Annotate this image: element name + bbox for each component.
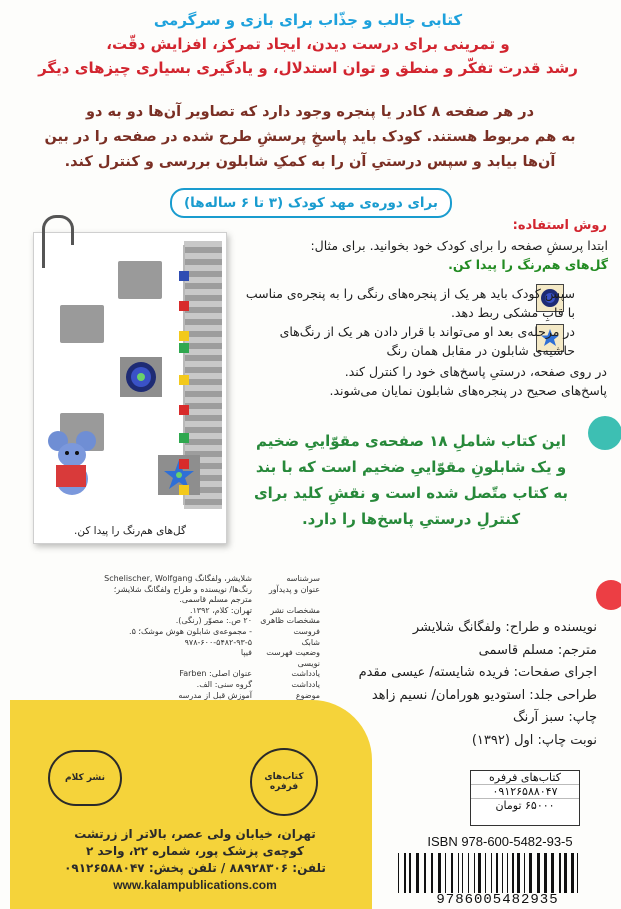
content-line: و یک شابلونِ مقوّاییِ ضخیم است که با بند — [255, 458, 567, 476]
barcode-bar — [564, 853, 567, 893]
catalog-row — [82, 627, 320, 638]
barcode-bar — [424, 853, 426, 893]
barcode-bar — [507, 853, 508, 893]
usage-step-2b: در روی صفحه، درستیِ پاسخ‌های خود را کنترل کند. — [344, 364, 607, 379]
usage-step-1: سپس کودک باید هر یک از پنجره‌های رنگی را به پنجره‌ی مناسب با قابِ مشکی ربط دهد. — [245, 286, 575, 320]
barcode-bar — [559, 853, 561, 893]
intro-line-3: رشد قدرت تفکّر و منطق و توان استدلال، و یادگیری بسیاری چیزهای دیگر — [38, 59, 578, 77]
barcode-bar — [496, 853, 498, 893]
barcode-bar — [478, 853, 481, 893]
catalog-value: تهران: کلام، ۱۳۹۲. — [189, 605, 252, 615]
publisher-address — [30, 826, 360, 894]
catalog-label: یادداشت — [291, 679, 320, 689]
board-caption: گل‌های هم‌رنگ را پیدا کن. — [73, 525, 186, 537]
publisher-website[interactable]: www.kalampublications.com — [113, 878, 277, 892]
catalog-row — [82, 595, 320, 606]
catalog-value: عنوان اصلی: Farben — [179, 669, 252, 679]
price-store: کتاب‌های فرفره — [471, 771, 579, 785]
catalog-label: سرشناسه — [286, 574, 320, 583]
barcode-bar — [537, 853, 540, 893]
mouse-reading-icon — [44, 429, 104, 499]
barcode-bar — [404, 853, 406, 893]
catalog-value: ۲۰ ص.: مصوّر (رنگی). — [175, 616, 252, 626]
catalog-label: یادداشت — [291, 669, 320, 679]
barcode-bar — [571, 853, 574, 893]
address-line-1: تهران، خیابان ولی عصر، بالاتر از زرتشت — [74, 827, 316, 841]
barcode-bar — [544, 853, 547, 893]
usage-example: گل‌های هم‌رنگ را پیدا کن. — [448, 257, 608, 272]
age-badge: برای دوره‌ی مهد کودک (۳ تا ۶ ساله‌ها) — [170, 188, 452, 218]
color-tab — [179, 485, 189, 495]
usage-title: روش استفاده: — [512, 218, 607, 233]
barcode-bar — [491, 853, 492, 893]
description-line: به هم مربوط هستند. کودک باید پاسخِ پرسشِ طرح شده در صفحه را در بین — [44, 129, 576, 145]
description-line: آن‌ها بیابد و سپس درستیِ آن را به کمکِ شابلون بررسی و کنترل کند. — [64, 154, 556, 170]
price-amount: ۶۵۰۰۰ تومان — [495, 799, 555, 812]
catalog-label: وضعیت فهرست نویسی — [266, 648, 320, 668]
barcode-bar — [398, 853, 399, 893]
address-line-2: کوچه‌ی پزشک پور، شماره ۲۲، واحد ۲ — [85, 844, 305, 858]
credit-line: مترجم: مسلم قاسمی — [478, 642, 597, 658]
barcode-bar — [529, 853, 532, 893]
barcode-bar — [458, 853, 459, 893]
catalog-value: - مجموعه‌ی شابلون هوش موشک؛ ۵. — [129, 626, 252, 636]
intro-line-1: کتابی جالب و جذّاب برای بازی و سرگرمی — [153, 11, 463, 29]
catalog-label — [252, 595, 320, 606]
description-line: در هر صفحه ۸ کادر یا پنجره وجود دارد که تصاویر آن‌ها دو به دو — [85, 104, 535, 120]
color-tab — [179, 375, 189, 385]
barcode-bar — [438, 853, 441, 893]
window-square — [60, 305, 104, 343]
credit-line: اجرای صفحات: فریده شایسته/ عیسی مقدم — [358, 665, 597, 680]
catalog-label: عنوان و پدیدآور — [268, 584, 320, 594]
color-tab — [179, 405, 189, 415]
color-tab — [179, 301, 189, 311]
barcode-bar — [577, 853, 578, 893]
window-square — [118, 261, 162, 299]
catalog-label: مشخصات نشر — [270, 605, 320, 615]
catalog-value: رنگ‌ها/ نویسنده و طراح ولفگانگ شلایشر؛ — [113, 584, 252, 594]
catalog-value: گروه سنی: الف. — [196, 679, 252, 689]
description — [30, 100, 590, 175]
usage-intro — [234, 236, 608, 274]
isbn-digits: 9786005482935 — [436, 892, 559, 908]
credit-line: نوبت چاپ: اول (۱۳۹۲) — [471, 732, 597, 748]
usage-step-2c: پاسخ‌های صحیح در پنجره‌های شابلون نمایان می‌شوند. — [329, 383, 607, 398]
credit-line: نویسنده و طراح: ولفگانگ شلایشر — [412, 620, 597, 635]
catalog-row — [82, 669, 320, 680]
catalog-row — [82, 638, 320, 649]
catalog-value: شلایشر، ولفگانگ Schelischer, Wolfgang — [104, 574, 252, 583]
intro-heading — [12, 8, 604, 80]
content-paragraph — [231, 428, 591, 532]
barcode-bar — [502, 853, 503, 893]
barcode-bar — [462, 853, 463, 893]
credit-line: چاپ: سبز آرنگ — [512, 710, 597, 725]
barcode-bar — [451, 853, 453, 893]
usage-intro-text: ابتدا پرسشِ صفحه را برای کودک خود بخوانید. برای مثال: — [310, 238, 608, 253]
barcode-bar — [431, 853, 433, 893]
catalog-label: مشخصات ظاهری — [260, 616, 320, 626]
barcode-bar — [409, 853, 411, 893]
catalog-value: آموزش قبل از مدرسه — [178, 690, 252, 700]
window-flower — [120, 357, 162, 397]
barcode-bar — [474, 853, 475, 893]
catalog-value: ۹۷۸-۶۰۰-۵۴۸۲-۹۳-۵ — [184, 637, 252, 647]
catalog-row — [82, 648, 320, 669]
teal-dot — [588, 416, 621, 450]
flower-icon — [124, 360, 158, 394]
barcode-bar — [468, 853, 469, 893]
catalog-value: فیپا — [240, 648, 252, 658]
barcode-bar — [524, 853, 525, 893]
fofreh-logo: کتاب‌های فرفره — [250, 748, 318, 816]
barcode-bar — [512, 853, 514, 893]
kalam-logo: نشر کلام — [48, 750, 122, 806]
isbn-text: ISBN 978-600-5482-93-5 — [427, 834, 573, 849]
color-tab — [179, 343, 189, 353]
catalog-row — [82, 585, 320, 596]
intro-line-2: و تمرینی برای درست دیدن، ایجاد تمرکز، افزایش دقّت، — [106, 35, 510, 53]
barcode-bar — [485, 853, 486, 893]
color-tab — [179, 331, 189, 341]
color-tab — [179, 433, 189, 443]
catalog-label: موضوع — [295, 690, 320, 700]
price-phone: ۰۹۱۲۶۵۸۸۰۴۷ — [471, 785, 579, 799]
catalog-row — [82, 680, 320, 691]
content-line: به کتاب متّصل شده است و نقشِ کلید برای — [253, 484, 569, 502]
book-illustration — [33, 232, 227, 544]
price-sticker — [470, 770, 580, 826]
barcode-icon — [396, 853, 608, 893]
credit-line: طراحی جلد: استودیو هورامان/ نسیم زاهد — [371, 687, 597, 703]
content-line: این کتاب شاملِ ۱۸ صفحه‌ی مقوّاییِ ضخیم — [255, 432, 567, 450]
catalog-label: شابک — [301, 637, 320, 647]
color-tab — [179, 459, 189, 469]
catalog-row — [82, 574, 320, 585]
publisher-phones: تلفن: ۸۸۹۲۸۳۰۶ / تلفن پخش: ۰۹۱۲۶۵۸۸۰۴۷ — [64, 861, 326, 875]
barcode-bar — [551, 853, 554, 893]
catalog-row — [82, 616, 320, 627]
color-tab — [179, 271, 189, 281]
barcode-bar — [445, 853, 446, 893]
catalog-value: مترجم مسلم قاسمی. — [179, 595, 252, 605]
usage-step-2: در مرحله‌ی بعد او می‌تواند با قرار دادن هر یک از رنگ‌های حاشیه‌ی شابلون در مقابل همان رنگ — [279, 324, 575, 358]
content-line: کنترلِ درستیِ پاسخ‌ها را دارد. — [301, 510, 521, 528]
red-dot — [596, 580, 621, 610]
barcode-bar — [517, 853, 520, 893]
catalog-row — [82, 606, 320, 617]
barcode-bar — [416, 853, 419, 893]
catalog-label: فروست — [293, 626, 320, 636]
